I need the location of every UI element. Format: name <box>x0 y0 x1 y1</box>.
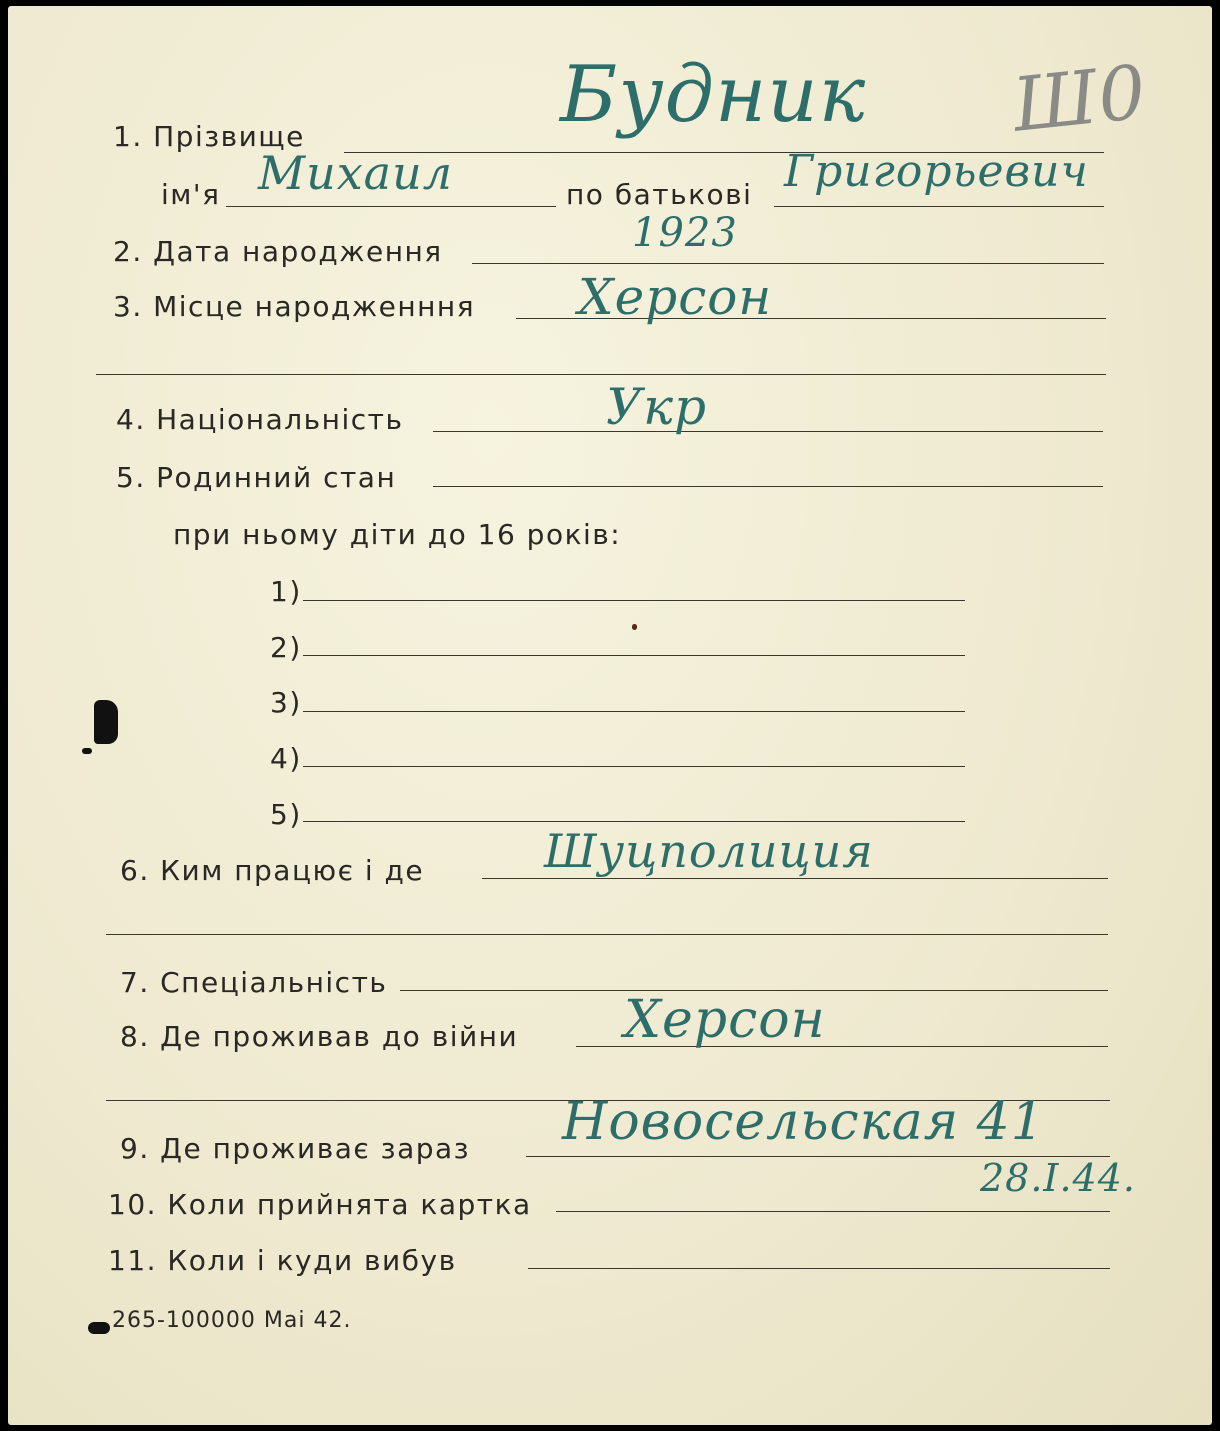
handwritten-current-residence: Новосельская 41 <box>562 1092 1045 1152</box>
footer-print-code: 265-100000 Mai 42. <box>112 1308 352 1333</box>
child-5-line <box>303 821 965 822</box>
child-3-line <box>303 711 965 712</box>
field-1-surname-label: 1. Прізвище <box>113 120 305 153</box>
ink-spot <box>632 624 637 630</box>
child-3-label: 3) <box>270 686 302 719</box>
handwritten-birth-place: Херсон <box>578 268 773 326</box>
handwritten-card-date: 28.I.44. <box>980 1156 1136 1200</box>
ink-spot <box>82 748 92 754</box>
field-1-name-line <box>226 206 556 207</box>
child-5-label: 5) <box>270 798 302 831</box>
field-11-label: 11. Коли і куди вибув <box>108 1244 457 1277</box>
field-3-extra-line <box>96 374 1106 375</box>
field-5-label: 5. Родинний стан <box>116 461 397 494</box>
child-2-line <box>303 655 965 656</box>
field-7-label: 7. Спеціальність <box>120 966 388 999</box>
child-1-line <box>303 600 965 601</box>
field-2-line <box>472 263 1104 264</box>
handwritten-work: Шуцполиция <box>544 824 874 878</box>
handwritten-name: Михаил <box>258 146 454 200</box>
registration-card <box>8 6 1212 1425</box>
field-6-extra-line <box>106 934 1108 935</box>
field-9-label: 9. Де проживає зараз <box>120 1132 471 1165</box>
child-2-label: 2) <box>270 631 302 664</box>
field-1-patronymic-label: по батькові <box>566 178 753 211</box>
handwritten-patronymic: Григорьевич <box>784 146 1089 197</box>
child-4-line <box>303 766 965 767</box>
handwritten-surname: Будник <box>560 50 867 140</box>
field-11-line <box>528 1268 1110 1269</box>
field-2-label: 2. Дата народження <box>113 235 443 268</box>
field-5-children-label: при ньому діти до 16 років: <box>173 518 622 551</box>
child-4-label: 4) <box>270 742 302 775</box>
child-1-label: 1) <box>270 575 302 608</box>
field-6-label: 6. Ким працює і де <box>120 854 425 887</box>
field-4-line <box>433 431 1103 432</box>
punch-hole <box>94 700 118 744</box>
field-1-name-label: ім'я <box>161 178 221 211</box>
field-10-label: 10. Коли прийнята картка <box>108 1188 532 1221</box>
field-3-label: 3. Місце народженння <box>113 290 476 323</box>
field-5-line <box>433 486 1103 487</box>
ink-spot <box>88 1322 110 1334</box>
handwritten-birth-year: 1923 <box>632 210 738 256</box>
field-6-line <box>482 878 1108 879</box>
field-1-patronymic-line <box>774 206 1104 207</box>
handwritten-prewar-residence: Херсон <box>624 990 826 1050</box>
pencil-mark: Ш0 <box>1008 49 1151 149</box>
handwritten-nationality: Укр <box>606 378 707 436</box>
field-8-label: 8. Де проживав до війни <box>120 1020 519 1053</box>
field-10-line <box>556 1211 1110 1212</box>
field-4-label: 4. Національність <box>116 403 404 436</box>
